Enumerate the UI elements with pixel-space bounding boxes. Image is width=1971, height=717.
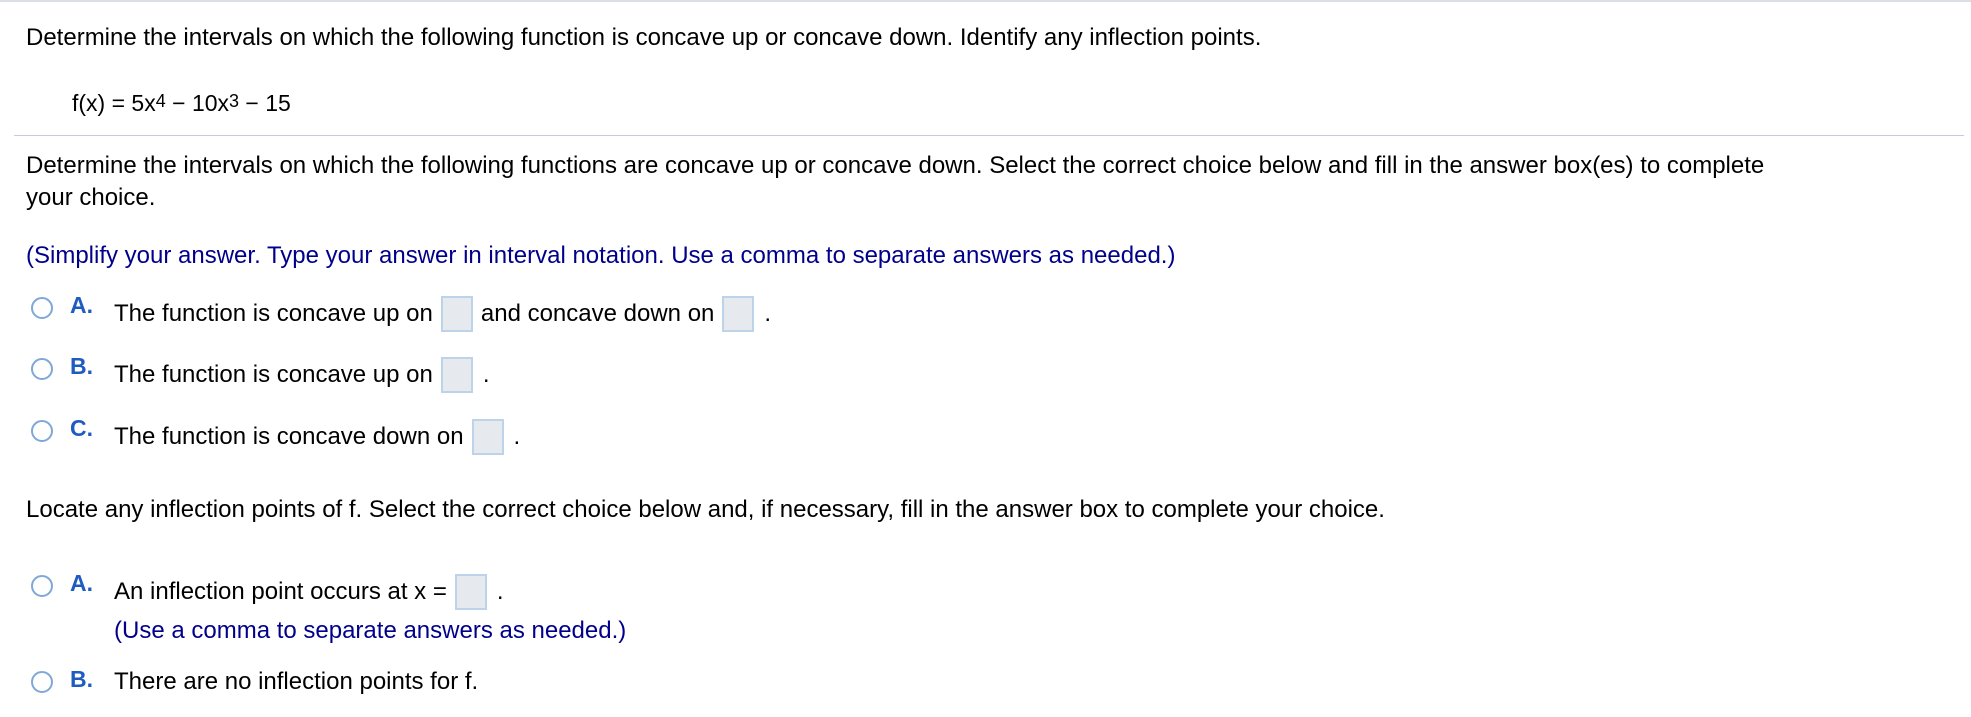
part1-choice-a-text: The function is concave up on: [114, 300, 433, 327]
part1-choice-b: [114, 357, 490, 393]
concave-down-answer-box[interactable]: [722, 296, 754, 332]
part1-choice-c-text: The function is concave down on: [114, 423, 464, 450]
part1-choice-b-text: The function is concave up on: [114, 361, 433, 388]
part2-choice-a-period: .: [496, 578, 504, 605]
part1-instruction-line2: your choice.: [26, 184, 156, 211]
part2-choice-a-radio[interactable]: [31, 575, 53, 597]
part2-choice-a-text: An inflection point occurs at x =: [114, 578, 447, 605]
section-divider: [14, 135, 1964, 136]
part1-choice-c: [114, 419, 520, 455]
function-exponent-4: 4: [155, 91, 166, 111]
part1-choice-a-letter: A.: [70, 292, 93, 318]
part1-choice-a-period: .: [764, 300, 772, 327]
part1-choice-c-period: .: [513, 423, 521, 450]
part1-choice-a-middle-text: and concave down on: [480, 300, 715, 327]
part1-choice-a: [114, 296, 771, 332]
part2-choice-a: [114, 574, 504, 610]
part1-choice-b-radio[interactable]: [31, 358, 53, 380]
function-suffix: − 15: [239, 90, 291, 116]
top-divider: [0, 0, 1971, 2]
concave-down-only-answer-box[interactable]: [472, 419, 504, 455]
function-exponent-3: 3: [229, 91, 240, 111]
function-prefix: f(x) = 5x: [72, 90, 156, 116]
concave-up-only-answer-box[interactable]: [441, 357, 473, 393]
part1-choice-a-radio[interactable]: [31, 297, 53, 319]
part2-choice-b-text: There are no inflection points for f.: [114, 668, 479, 695]
part1-hint: (Simplify your answer. Type your answer in interval notation. Use a comma to separate answers as needed.): [26, 242, 1176, 269]
function-middle: − 10x: [165, 90, 230, 116]
part1-choice-b-period: .: [482, 361, 490, 388]
inflection-point-answer-box[interactable]: [455, 574, 487, 610]
question-prompt: Determine the intervals on which the following function is concave up or concave down. Identify any inflection points.: [26, 24, 1262, 51]
function-expression: [72, 90, 291, 117]
part1-choice-c-letter: C.: [70, 415, 93, 441]
part2-choice-a-letter: A.: [70, 570, 93, 596]
concave-up-answer-box[interactable]: [441, 296, 473, 332]
part1-instruction-line1: Determine the intervals on which the following functions are concave up or concave down. Select the correct choice below and fill in the answer box(es) to complete: [26, 152, 1765, 179]
part2-choice-b-radio[interactable]: [31, 671, 53, 693]
part1-choice-c-radio[interactable]: [31, 420, 53, 442]
part2-instruction: Locate any inflection points of f. Select the correct choice below and, if necessary, fill in the answer box to complete your choice.: [26, 496, 1385, 523]
part1-choice-b-letter: B.: [70, 353, 93, 379]
part2-choice-a-hint: (Use a comma to separate answers as needed.): [114, 617, 627, 644]
part2-choice-b-letter: B.: [70, 666, 93, 692]
